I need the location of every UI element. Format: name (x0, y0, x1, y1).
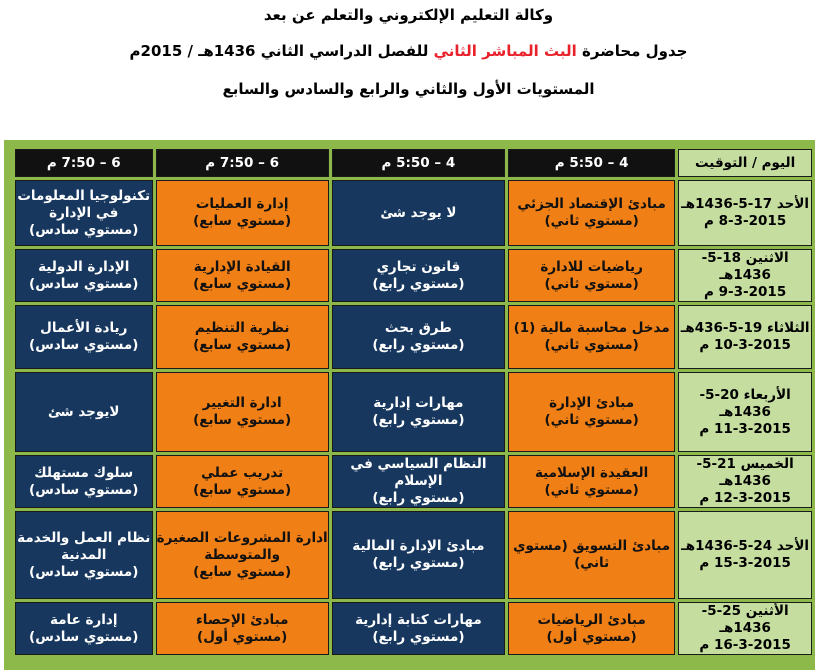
day-cell (678, 305, 812, 369)
header-row (15, 149, 812, 177)
course-name: لايوجد شئ (48, 403, 120, 420)
day-hijri: الاثنين 18-5-1436هـ (701, 250, 789, 283)
course-cell (508, 455, 675, 508)
course-cell (332, 602, 505, 655)
day-cell (678, 372, 812, 452)
schedule-title-prefix: جدول محاضرة (576, 42, 688, 60)
slot-header-4: 6 – 7:50 م (15, 149, 153, 177)
course-name: مبادئ الإقتصاد الجزئي (517, 196, 666, 212)
course-name: طرق بحث (384, 320, 452, 336)
course-level: (مستوي سادس) (29, 337, 139, 353)
course-cell (15, 511, 153, 599)
course-cell (156, 305, 329, 369)
course-cell (15, 180, 153, 246)
course-level: (مستوي سابع) (193, 412, 292, 428)
course-cell (332, 455, 505, 508)
course-name: مدخل محاسبة مالية (1) (513, 320, 670, 336)
course-cell (156, 372, 329, 452)
schedule-table (12, 146, 815, 658)
table-row (15, 249, 812, 302)
course-name: ادارة التغيير (202, 395, 282, 411)
course-level: (مستوي سابع) (193, 337, 292, 353)
table-row (15, 372, 812, 452)
course-name: تدريب عملي (201, 464, 284, 481)
course-name: النظام السياسي في الإسلام (350, 456, 487, 489)
day-gregorian: 12-3-2015 م (699, 490, 791, 506)
agency-title: وكالة التعليم الإلكتروني والتعلم عن بعد (263, 6, 554, 24)
live-broadcast-highlight: البث المباشر الثاني (433, 42, 577, 60)
course-level: (مستوي سادس) (29, 221, 139, 238)
course-name: العقيدة الإسلامية (534, 464, 649, 481)
course-level: (مستوي رابع) (372, 628, 465, 645)
table-row (15, 455, 812, 508)
day-gregorian: 15-3-2015 م (699, 555, 791, 571)
course-level: (مستوي ثاني) (544, 412, 639, 428)
slot-header-2: 4 – 5:50 م (332, 149, 505, 177)
course-name: مهارات كتابة إدارية (355, 611, 482, 628)
course-cell (508, 249, 675, 302)
course-level: (مستوي أول) (197, 628, 288, 645)
day-time-header: اليوم / التوقيت (678, 149, 812, 177)
course-name: مبادئ الإدارة المالية (352, 538, 485, 554)
day-cell (678, 180, 812, 246)
course-name: القيادة الإدارية (193, 258, 291, 275)
day-hijri: الأحد 17-5-1436هـ (681, 196, 810, 212)
course-cell (15, 602, 153, 655)
course-cell (15, 305, 153, 369)
course-level: (مستوي ثاني) (544, 481, 639, 498)
course-level: (مستوي رابع) (372, 275, 465, 292)
course-cell (508, 511, 675, 599)
day-hijri: الأربعاء 20-5-1436هـ (699, 386, 791, 420)
course-name: لا يوجد شئ (380, 204, 457, 221)
course-name: إدارة عامة (50, 611, 118, 628)
course-cell (156, 602, 329, 655)
slot-header-3: 6 – 7:50 م (156, 149, 329, 177)
course-cell (508, 372, 675, 452)
schedule-title (0, 42, 817, 60)
day-hijri: الخميس 21-5-1436هـ (696, 456, 794, 489)
schedule-frame (4, 140, 815, 670)
course-cell (508, 602, 675, 655)
slot-header-1: 4 – 5:50 م (508, 149, 675, 177)
day-hijri: الثلاثاء 19-5-436هـ (680, 320, 810, 336)
course-level: (مستوي رابع) (372, 555, 465, 571)
course-level: (مستوي سابع) (193, 481, 292, 498)
course-level: ثاني) (574, 555, 610, 571)
day-gregorian: 16-3-2015 م (699, 637, 791, 653)
course-cell (156, 180, 329, 246)
course-level: (مستوي سابع) (193, 563, 292, 580)
course-name: تكنولوجيا المعلومات في الإدارة (17, 187, 151, 221)
day-gregorian: 11-3-2015 م (699, 420, 791, 437)
day-gregorian: 9-3-2015 م (704, 284, 787, 300)
day-hijri: الأحد 24-5-1436هـ (681, 538, 810, 554)
course-name: قانون تجاري (376, 258, 461, 275)
course-level: (مستوي ثاني) (544, 213, 639, 229)
course-name: مبادئ الإحصاء (195, 611, 289, 628)
course-cell (332, 305, 505, 369)
course-name: نظام العمل والخدمة المدنية (17, 529, 151, 563)
course-level: (مستوي سادس) (29, 275, 139, 292)
schedule-title-suffix: للفصل الدراسي الثاني 1436هـ / 2015م (129, 42, 434, 60)
day-cell (678, 455, 812, 508)
course-name: مبادئ الإدارة (549, 395, 635, 411)
course-cell (332, 511, 505, 599)
course-cell (508, 180, 675, 246)
course-cell (508, 305, 675, 369)
course-level: (مستوي سادس) (29, 481, 139, 498)
course-cell (156, 511, 329, 599)
course-name: مبادئ التسويق (مستوي (513, 538, 671, 554)
levels-subtitle: المستويات الأول والثاني والرابع والسادس والسابع (222, 80, 595, 98)
course-name: مبادئ الرياضيات (537, 611, 646, 628)
course-cell (332, 180, 505, 246)
course-level: (مستوي سابع) (193, 275, 292, 292)
table-row (15, 305, 812, 369)
course-level: (مستوي سادس) (29, 563, 139, 580)
course-name: ادارة المشروعات الصغيرة والمتوسطة (156, 529, 328, 563)
course-cell (156, 455, 329, 508)
course-cell (15, 372, 153, 452)
table-row (15, 602, 812, 655)
day-cell (678, 602, 812, 655)
course-level: (مستوي أول) (546, 628, 637, 645)
table-row (15, 511, 812, 599)
course-cell (156, 249, 329, 302)
course-name: مهارات إدارية (373, 395, 464, 411)
day-gregorian: 8-3-2015 م (704, 213, 787, 229)
day-hijri: الأثنين 25-5-1436هـ (701, 603, 789, 636)
course-cell (332, 249, 505, 302)
course-name: رياضيات للادارة (540, 258, 643, 275)
course-level: (مستوي رابع) (372, 337, 465, 353)
course-level: (مستوي رابع) (372, 412, 465, 428)
course-level: (مستوي سادس) (29, 628, 139, 645)
table-row (15, 180, 812, 246)
course-level: (مستوي ثاني) (544, 275, 639, 292)
course-name: الإدارة الدولية (38, 258, 130, 275)
day-gregorian: 10-3-2015 م (699, 337, 791, 353)
course-level: (مستوي رابع) (372, 490, 465, 506)
course-level: (مستوي سابع) (193, 213, 292, 229)
course-level: (مستوي ثاني) (544, 337, 639, 353)
course-cell (332, 372, 505, 452)
day-cell (678, 249, 812, 302)
course-name: ريادة الأعمال (40, 320, 128, 336)
course-name: نظرية التنظيم (194, 320, 290, 336)
page-titles (0, 0, 817, 140)
course-cell (15, 455, 153, 508)
day-cell (678, 511, 812, 599)
course-name: سلوك مستهلك (34, 464, 134, 481)
course-name: إدارة العمليات (195, 196, 289, 212)
course-cell (15, 249, 153, 302)
